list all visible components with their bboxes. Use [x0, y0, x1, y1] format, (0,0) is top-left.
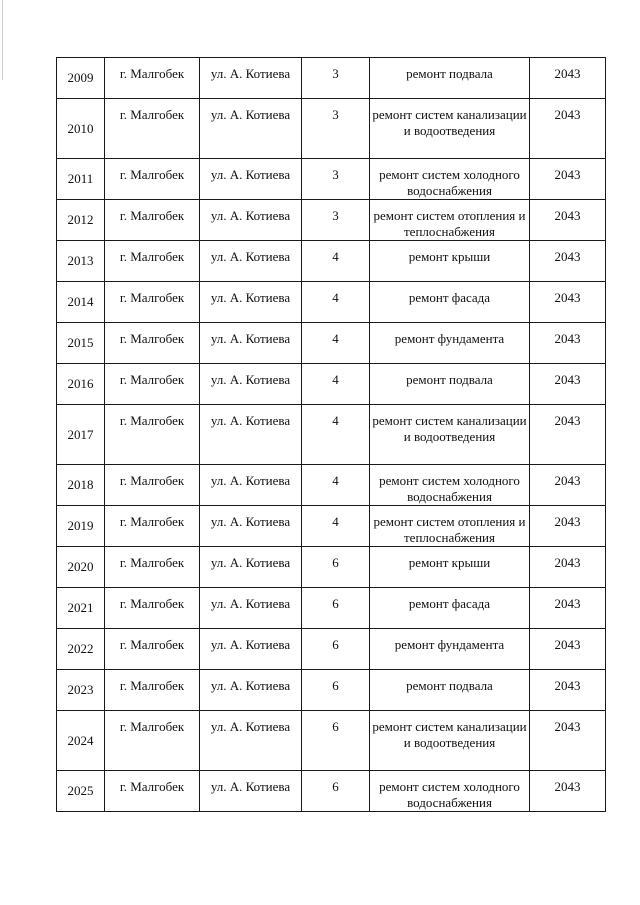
row-number-cell	[57, 99, 105, 159]
row-number-cell-text: 2017	[67, 426, 94, 442]
table-row	[57, 771, 606, 812]
work-type-cell-text: ремонт фасада	[408, 290, 491, 305]
street-cell-text: ул. А. Котиева	[210, 596, 291, 611]
city-cell-text: г. Малгобек	[119, 413, 185, 428]
work-type-cell	[370, 588, 530, 629]
city-cell	[105, 771, 200, 812]
planned-year-cell	[530, 771, 606, 812]
table-row	[57, 241, 606, 282]
planned-year-cell-text: 2043	[554, 555, 581, 570]
house-number-cell-text: 6	[332, 719, 339, 734]
planned-year-cell-text: 2043	[554, 249, 581, 264]
street-cell	[200, 364, 302, 405]
street-cell-text: ул. А. Котиева	[210, 779, 291, 794]
street-cell	[200, 159, 302, 200]
work-type-cell	[370, 465, 530, 506]
work-type-cell	[370, 99, 530, 159]
row-number-cell	[57, 629, 105, 670]
house-number-cell	[302, 58, 370, 99]
street-cell	[200, 241, 302, 282]
row-number-cell-text: 2024	[67, 732, 94, 748]
street-cell-text: ул. А. Котиева	[210, 372, 291, 387]
table-row	[57, 159, 606, 200]
house-number-cell-text: 6	[332, 779, 339, 794]
row-number-cell-text: 2009	[67, 70, 94, 85]
street-cell-text: ул. А. Котиева	[210, 555, 291, 570]
row-number-cell-text: 2016	[67, 376, 94, 391]
house-number-cell-text: 4	[332, 290, 339, 305]
row-number-cell-text: 2020	[67, 559, 94, 574]
street-cell	[200, 200, 302, 241]
house-number-cell-text: 4	[332, 249, 339, 264]
house-number-cell-text: 3	[332, 107, 339, 122]
row-number-cell	[57, 241, 105, 282]
city-cell	[105, 159, 200, 200]
table-row	[57, 99, 606, 159]
house-number-cell	[302, 282, 370, 323]
table-row	[57, 405, 606, 465]
table-row	[57, 58, 606, 99]
house-number-cell	[302, 159, 370, 200]
planned-year-cell	[530, 159, 606, 200]
planned-year-cell-text: 2043	[554, 596, 581, 611]
table-row	[57, 465, 606, 506]
work-type-cell-text: ремонт систем отопления и теплоснабжения	[373, 208, 526, 239]
street-cell	[200, 323, 302, 364]
street-cell-text: ул. А. Котиева	[210, 290, 291, 305]
house-number-cell	[302, 200, 370, 241]
row-number-cell-text: 2010	[67, 120, 94, 136]
row-number-cell	[57, 588, 105, 629]
street-cell-text: ул. А. Котиева	[210, 473, 291, 488]
planned-year-cell-text: 2043	[554, 514, 581, 529]
row-number-cell-text: 2021	[67, 600, 94, 615]
planned-year-cell	[530, 58, 606, 99]
house-number-cell-text: 3	[332, 66, 339, 81]
city-cell-text: г. Малгобек	[119, 678, 185, 693]
street-cell-text: ул. А. Котиева	[210, 208, 291, 223]
city-cell	[105, 670, 200, 711]
planned-year-cell	[530, 241, 606, 282]
house-number-cell	[302, 465, 370, 506]
planned-year-cell-text: 2043	[554, 331, 581, 346]
row-number-cell	[57, 159, 105, 200]
street-cell	[200, 282, 302, 323]
house-number-cell-text: 4	[332, 413, 339, 428]
city-cell-text: г. Малгобек	[119, 208, 185, 223]
planned-year-cell	[530, 99, 606, 159]
house-number-cell-text: 3	[332, 208, 339, 223]
street-cell-text: ул. А. Котиева	[210, 719, 291, 734]
row-number-cell-text: 2023	[67, 682, 94, 697]
city-cell	[105, 506, 200, 547]
work-type-cell-text: ремонт систем отопления и теплоснабжения	[373, 514, 526, 545]
row-number-cell-text: 2011	[67, 171, 94, 186]
planned-year-cell	[530, 506, 606, 547]
work-type-cell	[370, 629, 530, 670]
city-cell	[105, 588, 200, 629]
house-number-cell	[302, 711, 370, 771]
house-number-cell-text: 6	[332, 637, 339, 652]
street-cell-text: ул. А. Котиева	[210, 107, 291, 122]
street-cell	[200, 588, 302, 629]
work-type-cell-text: ремонт систем канализации и водоотведения	[372, 107, 527, 138]
house-number-cell	[302, 405, 370, 465]
work-type-cell	[370, 323, 530, 364]
street-cell-text: ул. А. Котиева	[210, 678, 291, 693]
row-number-cell-text: 2012	[67, 212, 94, 227]
row-number-cell	[57, 58, 105, 99]
house-number-cell-text: 6	[332, 596, 339, 611]
city-cell	[105, 241, 200, 282]
street-cell	[200, 405, 302, 465]
row-number-cell	[57, 282, 105, 323]
city-cell-text: г. Малгобек	[119, 249, 185, 264]
row-number-cell-text: 2013	[67, 253, 94, 268]
work-type-cell	[370, 364, 530, 405]
house-number-cell-text: 6	[332, 678, 339, 693]
house-number-cell	[302, 99, 370, 159]
row-number-cell	[57, 711, 105, 771]
city-cell	[105, 99, 200, 159]
street-cell	[200, 547, 302, 588]
house-number-cell	[302, 506, 370, 547]
planned-year-cell	[530, 282, 606, 323]
city-cell-text: г. Малгобек	[119, 473, 185, 488]
planned-year-cell-text: 2043	[554, 66, 581, 81]
scan-edge-line	[2, 0, 3, 80]
work-type-cell	[370, 159, 530, 200]
planned-year-cell-text: 2043	[554, 719, 581, 734]
row-number-cell	[57, 364, 105, 405]
work-type-cell	[370, 282, 530, 323]
table-row	[57, 711, 606, 771]
work-type-cell-text: ремонт подвала	[406, 66, 493, 81]
street-cell-text: ул. А. Котиева	[210, 66, 291, 81]
planned-year-cell	[530, 200, 606, 241]
street-cell-text: ул. А. Котиева	[210, 637, 291, 652]
house-number-cell	[302, 547, 370, 588]
city-cell-text: г. Малгобек	[119, 514, 185, 529]
planned-year-cell	[530, 547, 606, 588]
table-row	[57, 200, 606, 241]
street-cell	[200, 58, 302, 99]
work-type-cell	[370, 711, 530, 771]
table-row	[57, 323, 606, 364]
city-cell	[105, 323, 200, 364]
street-cell	[200, 670, 302, 711]
row-number-cell-text: 2015	[67, 335, 94, 350]
planned-year-cell-text: 2043	[554, 372, 581, 387]
street-cell-text: ул. А. Котиева	[210, 167, 291, 182]
city-cell-text: г. Малгобек	[119, 719, 185, 734]
table-row	[57, 364, 606, 405]
work-type-cell-text: ремонт систем канализации и водоотведения	[372, 413, 527, 444]
row-number-cell	[57, 323, 105, 364]
work-type-cell	[370, 405, 530, 465]
house-number-cell-text: 3	[332, 167, 339, 182]
street-cell-text: ул. А. Котиева	[210, 514, 291, 529]
work-type-cell	[370, 241, 530, 282]
planned-year-cell	[530, 405, 606, 465]
works-table	[56, 57, 606, 812]
planned-year-cell	[530, 364, 606, 405]
house-number-cell	[302, 323, 370, 364]
row-number-cell	[57, 465, 105, 506]
planned-year-cell	[530, 670, 606, 711]
city-cell	[105, 282, 200, 323]
house-number-cell	[302, 629, 370, 670]
street-cell-text: ул. А. Котиева	[210, 331, 291, 346]
work-type-cell	[370, 506, 530, 547]
planned-year-cell	[530, 588, 606, 629]
city-cell-text: г. Малгобек	[119, 107, 185, 122]
row-number-cell-text: 2025	[67, 783, 94, 798]
street-cell	[200, 99, 302, 159]
city-cell-text: г. Малгобек	[119, 167, 185, 182]
house-number-cell	[302, 670, 370, 711]
row-number-cell-text: 2019	[67, 518, 94, 533]
house-number-cell-text: 6	[332, 555, 339, 570]
city-cell	[105, 465, 200, 506]
planned-year-cell-text: 2043	[554, 678, 581, 693]
house-number-cell-text: 4	[332, 473, 339, 488]
work-type-cell-text: ремонт фундамента	[394, 637, 505, 652]
planned-year-cell-text: 2043	[554, 413, 581, 428]
house-number-cell	[302, 241, 370, 282]
city-cell-text: г. Малгобек	[119, 372, 185, 387]
street-cell	[200, 771, 302, 812]
house-number-cell	[302, 771, 370, 812]
city-cell-text: г. Малгобек	[119, 555, 185, 570]
city-cell-text: г. Малгобек	[119, 596, 185, 611]
table-row	[57, 282, 606, 323]
row-number-cell-text: 2018	[67, 477, 94, 492]
row-number-cell-text: 2014	[67, 294, 94, 309]
city-cell	[105, 405, 200, 465]
work-type-cell	[370, 670, 530, 711]
street-cell	[200, 711, 302, 771]
city-cell-text: г. Малгобек	[119, 331, 185, 346]
house-number-cell-text: 4	[332, 372, 339, 387]
row-number-cell	[57, 670, 105, 711]
work-type-cell-text: ремонт подвала	[406, 372, 493, 387]
row-number-cell	[57, 547, 105, 588]
house-number-cell	[302, 588, 370, 629]
works-table-body	[57, 58, 606, 812]
planned-year-cell-text: 2043	[554, 779, 581, 794]
work-type-cell-text: ремонт систем холодного водоснабжения	[379, 167, 520, 198]
work-type-cell	[370, 547, 530, 588]
planned-year-cell-text: 2043	[554, 637, 581, 652]
city-cell-text: г. Малгобек	[119, 779, 185, 794]
city-cell	[105, 629, 200, 670]
planned-year-cell-text: 2043	[554, 473, 581, 488]
planned-year-cell-text: 2043	[554, 208, 581, 223]
city-cell-text: г. Малгобек	[119, 637, 185, 652]
work-type-cell-text: ремонт подвала	[406, 678, 493, 693]
street-cell	[200, 506, 302, 547]
planned-year-cell	[530, 629, 606, 670]
work-type-cell-text: ремонт фундамента	[394, 331, 505, 346]
planned-year-cell-text: 2043	[554, 290, 581, 305]
city-cell	[105, 547, 200, 588]
planned-year-cell-text: 2043	[554, 107, 581, 122]
work-type-cell-text: ремонт систем канализации и водоотведения	[372, 719, 527, 750]
row-number-cell	[57, 200, 105, 241]
row-number-cell	[57, 506, 105, 547]
work-type-cell-text: ремонт систем холодного водоснабжения	[379, 779, 520, 810]
city-cell	[105, 364, 200, 405]
city-cell	[105, 200, 200, 241]
work-type-cell-text: ремонт фасада	[408, 596, 491, 611]
planned-year-cell	[530, 711, 606, 771]
table-row	[57, 588, 606, 629]
street-cell	[200, 629, 302, 670]
row-number-cell	[57, 405, 105, 465]
table-row	[57, 506, 606, 547]
street-cell-text: ул. А. Котиева	[210, 413, 291, 428]
street-cell-text: ул. А. Котиева	[210, 249, 291, 264]
planned-year-cell	[530, 323, 606, 364]
city-cell	[105, 711, 200, 771]
row-number-cell	[57, 771, 105, 812]
table-row	[57, 629, 606, 670]
house-number-cell	[302, 364, 370, 405]
street-cell	[200, 465, 302, 506]
planned-year-cell	[530, 465, 606, 506]
work-type-cell-text: ремонт систем холодного водоснабжения	[379, 473, 520, 504]
city-cell	[105, 58, 200, 99]
work-type-cell-text: ремонт крыши	[408, 249, 491, 264]
house-number-cell-text: 4	[332, 331, 339, 346]
work-type-cell	[370, 771, 530, 812]
city-cell-text: г. Малгобек	[119, 66, 185, 81]
city-cell-text: г. Малгобек	[119, 290, 185, 305]
row-number-cell-text: 2022	[67, 641, 94, 656]
work-type-cell	[370, 58, 530, 99]
work-type-cell	[370, 200, 530, 241]
planned-year-cell-text: 2043	[554, 167, 581, 182]
table-row	[57, 547, 606, 588]
work-type-cell-text: ремонт крыши	[408, 555, 491, 570]
house-number-cell-text: 4	[332, 514, 339, 529]
table-row	[57, 670, 606, 711]
